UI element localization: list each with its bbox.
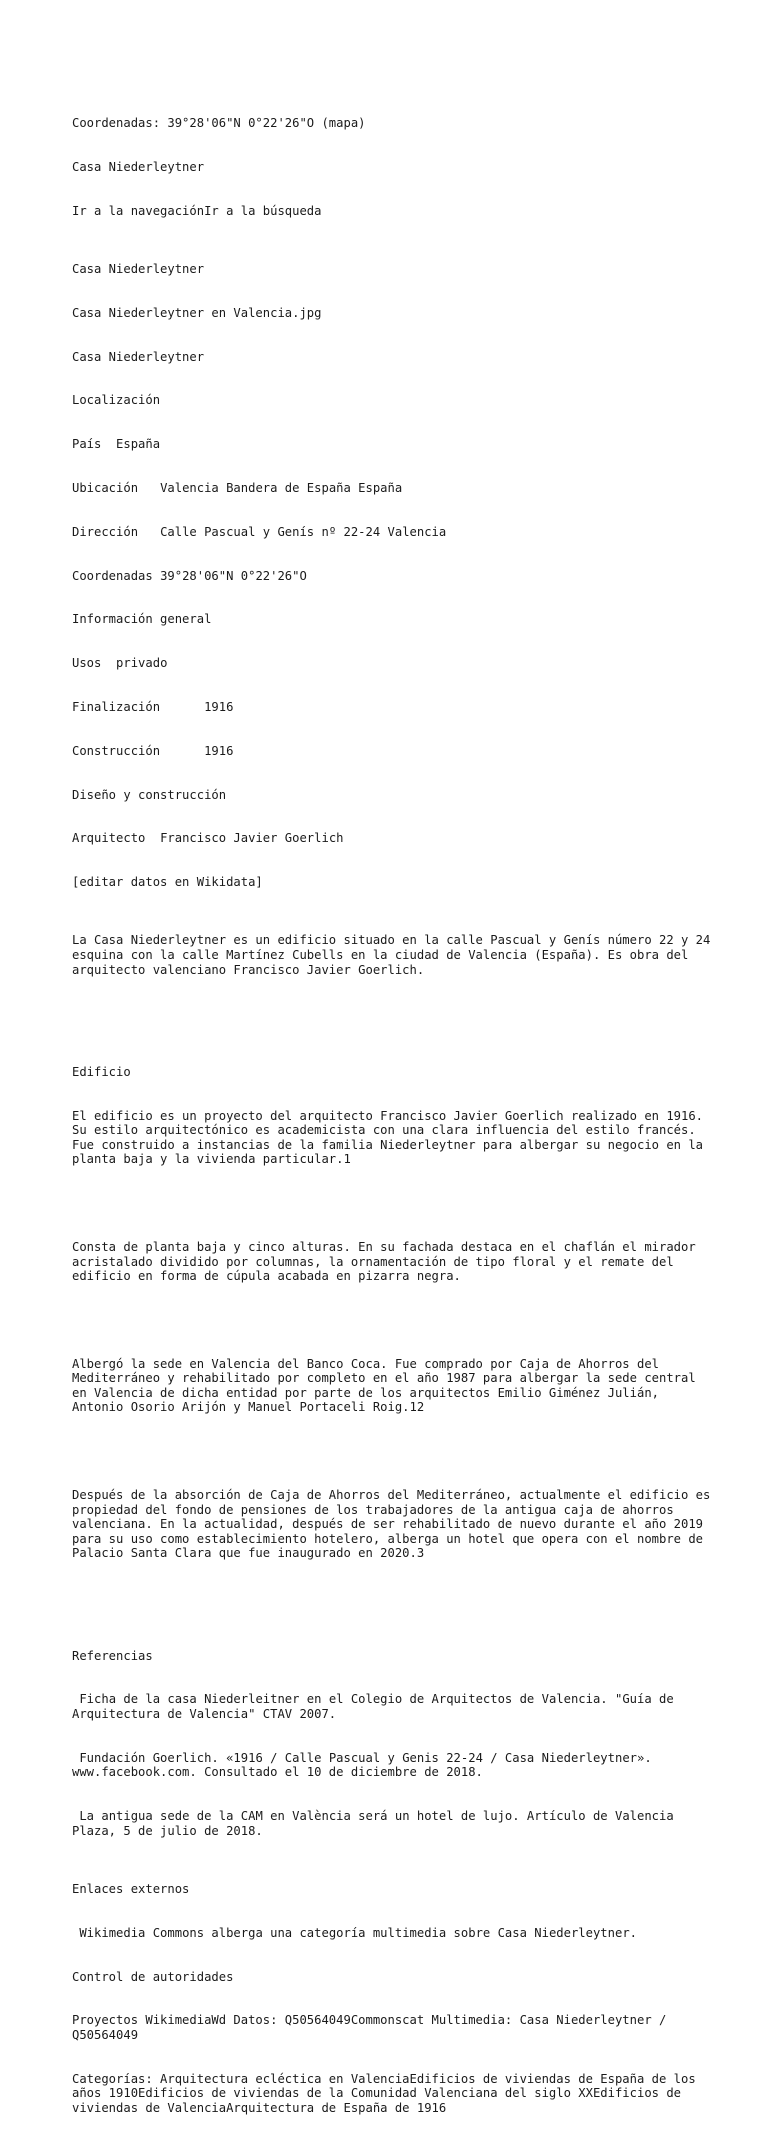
infobox-row-country: [72, 437, 712, 452]
infobox-row-completion: [72, 700, 712, 715]
address-label: Dirección: [72, 524, 139, 539]
completion-value: 1916: [204, 699, 234, 714]
spacer: [72, 1313, 712, 1328]
skip-links: [72, 204, 712, 219]
authority-control-heading: Control de autoridades: [72, 1969, 234, 1984]
categories-list[interactable]: Categorías: Arquitectura ecléctica en ValenciaEdificios de viviendas de España de los años 1910Edificios de viviendas de la Comunidad Valenciana del siglo XXEdificios de viviendas de ValenciaArquitectura de España de 1916: [72, 2071, 704, 2115]
coordinates-value[interactable]: 39°28'06"N 0°22'26"O: [160, 568, 307, 583]
construction-value: 1916: [204, 743, 234, 758]
infobox-section-location: Localización: [72, 393, 161, 408]
body-paragraph: El edificio es un proyecto del arquitecto Francisco Javier Goerlich realizado en 1916. Su estilo arquitectónico es academicista con una clara influencia del estilo francés. Fue construido a instancias de la familia Niederleytner para albergar su negocio en la planta baja y la vivienda particular.1: [72, 1108, 711, 1167]
completion-label: Finalización: [72, 699, 161, 714]
infobox-name: Casa Niederleytner: [72, 262, 205, 277]
authority-control-projects[interactable]: Proyectos WikimediaWd Datos: Q50564049Commonscat Multimedia: Casa Niederleytner / Q50564049: [72, 2013, 674, 2042]
coordinates-label: Coordenadas: [72, 568, 153, 583]
country-value[interactable]: España: [116, 437, 161, 452]
intro-paragraph: La Casa Niederleytner es un edificio situado en la calle Pascual y Genís número 22 y 24 esquina con la calle Martínez Cubells en la ciudad de Valencia (España). Es obra del arquitecto valenciano Francisco Javier Goerlich.: [72, 933, 718, 977]
spacer: [72, 1196, 712, 1211]
section-heading-external-links: Enlaces externos: [72, 1882, 190, 1897]
uses-label: Usos: [72, 656, 102, 671]
article-document: [72, 87, 718, 2130]
location-value[interactable]: Valencia Bandera de España España: [160, 481, 403, 496]
infobox-row-coordinates: [72, 569, 712, 584]
infobox-image-link[interactable]: Casa Niederleytner en Valencia.jpg: [72, 305, 322, 320]
reference-item[interactable]: La antigua sede de la CAM en València será un hotel de lujo. Artículo de Valencia Plaza, 5 de julio de 2018.: [72, 1809, 682, 1838]
infobox-row-location: [72, 481, 712, 496]
body-paragraph: Consta de planta baja y cinco alturas. En su fachada destaca en el chaflán el mirador acristalado dividido por columnas, la ornamentación de tipo floral y el remate del edificio en forma de cúpula acabada en pizarra negra.: [72, 1239, 704, 1284]
body-paragraph: Albergó la sede en Valencia del Banco Coca. Fue comprado por Caja de Ahorros del Mediterráneo y rehabilitado por completo en el año 1987 para albergar la sede central en Valencia de dicha entidad por parte de los arquitectos Emilio Giménez Julián, Antonio Osorio Arijón y Manuel Portaceli Roig.12: [72, 1356, 704, 1415]
reference-item[interactable]: Fundación Goerlich. «1916 / Calle Pascual y Genis 22-24 / Casa Niederleytner». www.facebook.com. Consultado el 10 de diciembre de 2018.: [72, 1750, 660, 1780]
infobox-row-construction: [72, 744, 712, 759]
architect-label: Arquitecto: [72, 831, 146, 846]
section-heading-references: Referencias: [72, 1648, 153, 1663]
spacer: [72, 1006, 712, 1021]
infobox-row-uses: [72, 656, 712, 671]
spacer: [72, 1590, 712, 1605]
infobox-section-design: Diseño y construcción: [72, 787, 227, 802]
uses-value: privado: [116, 656, 168, 671]
spacer: [72, 1444, 712, 1459]
architect-value[interactable]: Francisco Javier Goerlich: [160, 831, 344, 846]
external-link-item[interactable]: Wikimedia Commons alberga una categoría multimedia sobre Casa Niederleytner.: [72, 1925, 637, 1940]
body-paragraph: Después de la absorción de Caja de Ahorros del Mediterráneo, actualmente el edificio es propiedad del fondo de pensiones de los trabajadores de la antigua caja de ahorros valenciana. En la actualidad, después de ser rehabilitado de nuevo durante el año 2019 para su uso como establecimiento hotelero, alberga un hotel que opera con el nombre de Palacio Santa Clara que fue inaugurado en 2020.3: [72, 1488, 718, 1561]
reference-item[interactable]: Ficha de la casa Niederleitner en el Colegio de Arquitectos de Valencia. "Guía de Arquitectura de Valencia" CTAV 2007.: [72, 1692, 682, 1721]
infobox-caption: Casa Niederleytner: [72, 349, 205, 364]
location-label: Ubicación: [72, 481, 139, 496]
coordinates-line[interactable]: Coordenadas: 39°28'06"N 0°22'26"O (mapa): [72, 116, 366, 131]
construction-label: Construcción: [72, 743, 161, 758]
infobox-section-general: Información general: [72, 612, 212, 627]
page-title: Casa Niederleytner: [72, 159, 205, 174]
go-to-navigation-link[interactable]: Ir a la navegación: [72, 203, 205, 218]
section-heading-building: Edificio: [72, 1064, 131, 1079]
edit-wikidata-link[interactable]: [editar datos en Wikidata]: [72, 875, 263, 890]
infobox-row-address: [72, 525, 712, 540]
go-to-search-link[interactable]: Ir a la búsqueda: [204, 203, 322, 218]
country-label: País: [72, 437, 102, 452]
address-value: Calle Pascual y Genís nº 22-24 Valencia: [160, 524, 447, 539]
infobox-row-architect: [72, 831, 712, 846]
